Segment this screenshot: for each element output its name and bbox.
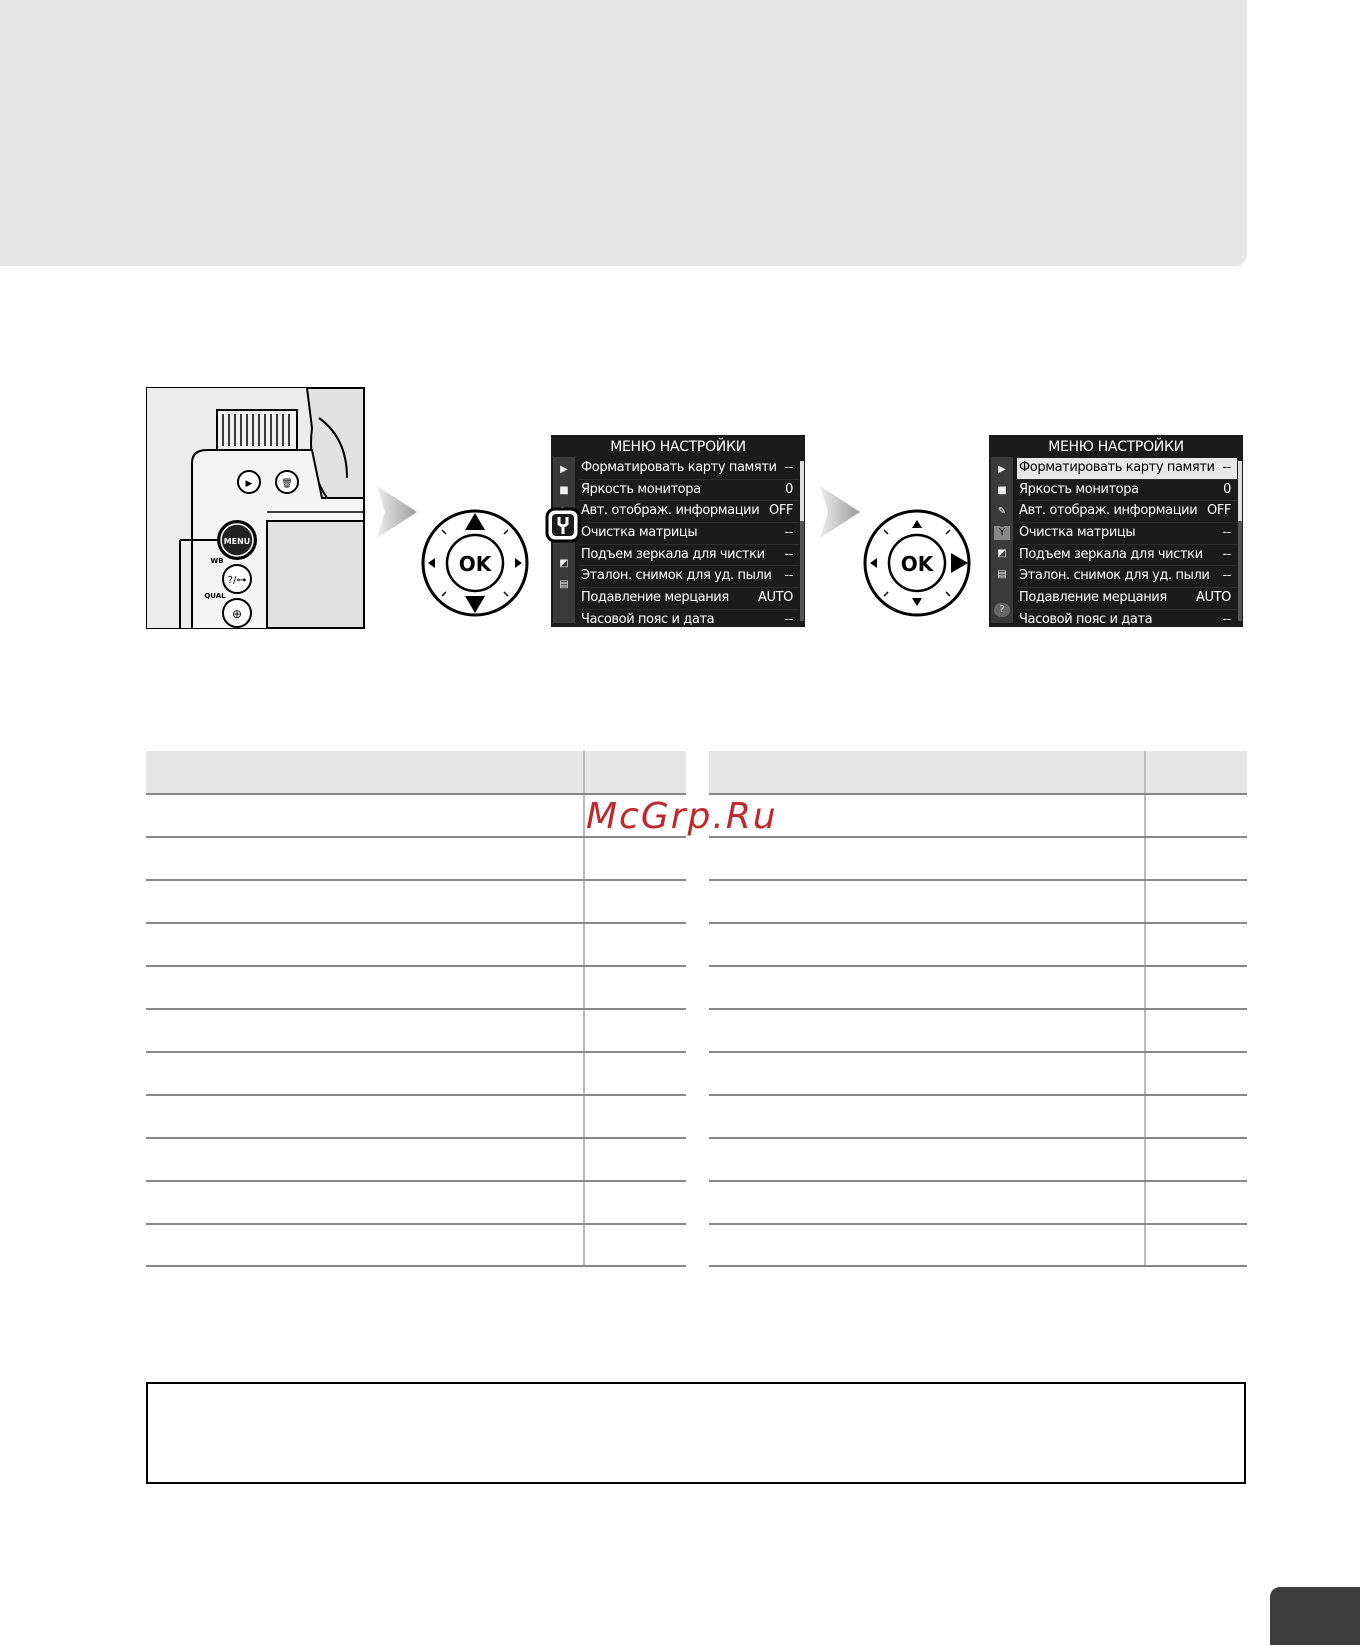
delete-button-icon: 🗑	[281, 479, 293, 489]
menu-item[interactable]: Очистка матрицы --	[579, 523, 799, 545]
watermark-logo: McGrp.Ru	[586, 796, 778, 837]
table-row-line	[146, 793, 686, 795]
table-row-line	[146, 965, 686, 967]
scrollbar	[800, 461, 804, 621]
protect-button-label: ?/⊶	[227, 575, 247, 586]
setup-menu-screen-1	[551, 435, 805, 627]
table-row-line	[146, 1051, 686, 1053]
lcd-title: МЕНЮ НАСТРОЙКИ	[1048, 439, 1184, 455]
table-header	[146, 751, 686, 793]
table-row-line	[709, 1094, 1247, 1096]
menu-item-selected[interactable]: Форматировать карту памяти --	[1017, 458, 1237, 480]
table-row-line	[146, 1223, 686, 1225]
table-row-line	[146, 922, 686, 924]
menu-item[interactable]: Подавление мерцания AUTO	[1017, 588, 1237, 610]
scrollbar	[1238, 461, 1242, 621]
menu-item[interactable]: Авт. отображ. информации OFF	[579, 501, 799, 523]
setup-menu-list	[1017, 458, 1237, 627]
table-row-line	[709, 1008, 1247, 1010]
table-row-line	[709, 965, 1247, 967]
setup-menu-list	[579, 458, 799, 627]
table-row-line	[146, 1265, 686, 1267]
zoom-button-label: ⊕	[231, 607, 243, 621]
table-row-line	[709, 1051, 1247, 1053]
menu-item[interactable]: Подъем зеркала для чистки --	[579, 545, 799, 567]
camera-back-illustration	[146, 387, 365, 629]
table-row-line	[709, 1265, 1247, 1267]
menu-item[interactable]: Часовой пояс и дата --	[1017, 610, 1237, 627]
wb-label: WB	[210, 557, 224, 565]
camera-tab-icon: ■	[559, 485, 569, 496]
menu-tabs	[991, 457, 1013, 623]
table-row-line	[709, 879, 1247, 881]
multi-selector-right	[862, 508, 972, 618]
camera-tab-icon: ■	[997, 485, 1007, 496]
menu-item[interactable]: Авт. отображ. информации OFF	[1017, 501, 1237, 523]
note-box	[146, 1382, 1246, 1484]
playback-tab-icon: ▶	[998, 464, 1006, 475]
menu-item[interactable]: Очистка матрицы --	[1017, 523, 1237, 545]
retouch-tab-icon: ◩	[997, 548, 1007, 559]
ok-button-label: OK	[458, 552, 492, 576]
table-row-line	[709, 1180, 1247, 1182]
my-menu-tab-icon: ▤	[559, 579, 569, 590]
table-row-line	[709, 836, 1247, 838]
menu-item[interactable]: Эталон. снимок для уд. пыли --	[1017, 566, 1237, 588]
table-row-line	[709, 1223, 1247, 1225]
header-band	[0, 0, 1247, 266]
qual-label: QUAL	[204, 592, 226, 600]
wrench-tab-icon: Ÿ	[994, 526, 1010, 540]
table-row-line	[709, 793, 1247, 795]
pencil-tab-icon: ✎	[997, 506, 1007, 517]
lcd-title: МЕНЮ НАСТРОЙКИ	[610, 439, 746, 455]
table-row-line	[146, 1137, 686, 1139]
help-icon: ?	[994, 603, 1010, 617]
step-arrow-1-icon	[375, 484, 419, 540]
menu-item[interactable]: Эталон. снимок для уд. пыли --	[579, 566, 799, 588]
table-row-line	[146, 1094, 686, 1096]
table-row-line	[146, 879, 686, 881]
table-row-line	[709, 1137, 1247, 1139]
setup-menu-screen-2	[989, 435, 1243, 627]
table-header	[709, 751, 1247, 793]
menu-item[interactable]: Яркость монитора 0	[579, 480, 799, 502]
camera-body-drawing	[147, 388, 364, 628]
table-row-line	[146, 1008, 686, 1010]
menu-item[interactable]: Часовой пояс и дата --	[579, 610, 799, 627]
table-row-line	[709, 922, 1247, 924]
multi-selector-up-down	[420, 508, 530, 618]
menu-item[interactable]: Яркость монитора 0	[1017, 480, 1237, 502]
play-button-icon: ▶	[245, 479, 253, 489]
table-row-line	[146, 1180, 686, 1182]
menu-item[interactable]: Подавление мерцания AUTO	[579, 588, 799, 610]
my-menu-tab-icon: ▤	[997, 569, 1007, 580]
ok-button-label: OK	[900, 552, 934, 576]
menu-item[interactable]: Форматировать карту памяти --	[579, 458, 799, 480]
retouch-tab-icon: ◩	[559, 558, 569, 569]
menu-item[interactable]: Подъем зеркала для чистки --	[1017, 545, 1237, 567]
playback-tab-icon: ▶	[560, 464, 568, 475]
setup-tab-wrench-icon[interactable]	[545, 507, 581, 543]
page-tab	[1270, 1587, 1360, 1645]
menu-button-label: MENU	[223, 537, 251, 546]
step-arrow-2-icon	[818, 484, 862, 540]
